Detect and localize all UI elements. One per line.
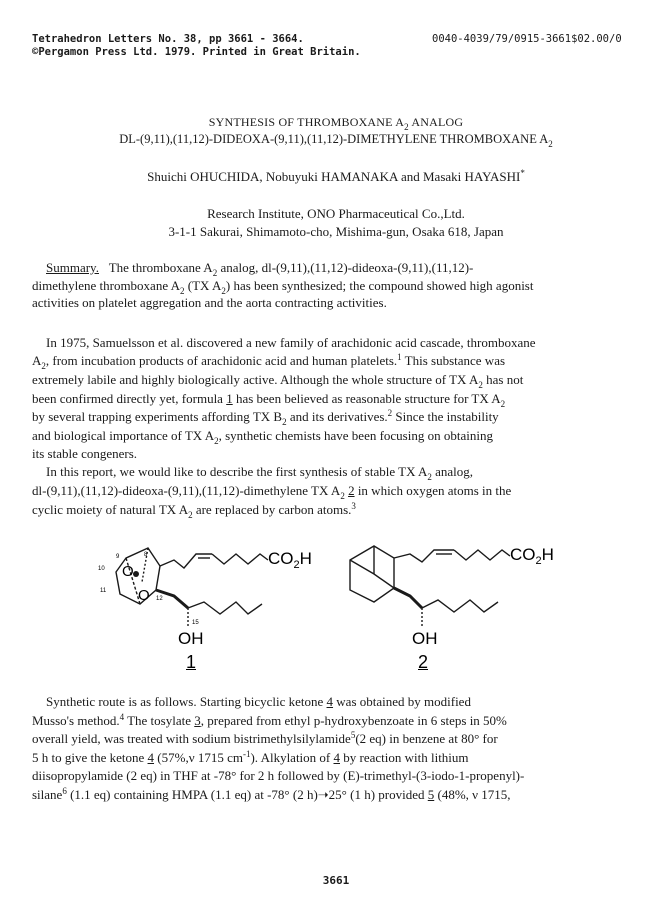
oxygen-atom: O <box>122 563 134 580</box>
copyright-line: ©Pergamon Press Ltd. 1979. Printed in Great Britain. <box>32 46 361 58</box>
title-line-1: SYNTHESIS OF THROMBOXANE $A_2$ ANALOG <box>208 115 464 132</box>
atom-number-11: 11 <box>100 588 107 594</box>
atom-number-8: 8 <box>144 552 148 558</box>
affiliation-line-2: 3-1-1 Sakurai, Shimamoto-cho, Mishima-gun, Osaka 618, Japan <box>168 224 504 239</box>
summary-line-1: Summary. The thromboxane $A_2$ analog, dl-(9,11),(11,12)-dideoxa-(9,11),(11,12)- <box>46 260 474 278</box>
intro-line-5: by several trapping experiments affording TX $B_2$ and its derivatives.$^2$ Since the instability <box>32 408 499 427</box>
structure-number-1: 1 <box>186 652 197 670</box>
structure-1 <box>96 530 316 670</box>
intro-line-7: its stable congeners. <box>32 446 138 461</box>
carboxylic-acid-label: $CO_2H$ <box>268 549 312 571</box>
compound-ref-4: 4 <box>326 694 334 709</box>
intro-line-10: cyclic moiety of natural TX $A_2$ are replaced by carbon atoms.$^3$ <box>32 501 356 520</box>
structure-number-2: 2 <box>418 652 429 670</box>
compound-ref-4: 4 <box>333 750 340 765</box>
formula-ref-1: 1 <box>226 391 233 406</box>
compound-ref-3: 3 <box>194 713 201 728</box>
hydroxyl-label: OH <box>412 629 438 648</box>
structure-2 <box>330 530 560 670</box>
formula-ref-2: 2 <box>348 483 355 498</box>
atom-number-15: 15 <box>192 620 199 626</box>
route-line-5: diisopropylamide (2 eq) in THF at -78° for 2 h followed by (E)-trimethyl-(3-iodo-1-propenyl)- <box>32 768 525 783</box>
intro-line-4: been confirmed directly yet, formula 1 has been believed as reasonable structure for TX $A_2$ <box>32 391 506 409</box>
intro-line-9: dl-(9,11),(11,12)-dideoxa-(9,11),(11,12)-dimethylene TX $A_2$ 2 in which oxygen atoms in the <box>32 483 512 501</box>
intro-line-3: extremely labile and highly biologically active. Although the whole structure of TX $A_2$ has not <box>32 372 524 390</box>
authors: Shuichi OHUCHIDA, Nobuyuki HAMANAKA and Masaki HAYASHI* <box>147 168 525 184</box>
summary-line-2: dimethylene thromboxane $A_2$ (TX $A_2$) has been synthesized; the compound showed high agonist <box>32 278 534 296</box>
atom-number-12: 12 <box>156 596 163 602</box>
atom-number-10: 10 <box>98 566 105 572</box>
carboxylic-acid-label: $CO_2H$ <box>510 545 554 567</box>
intro-line-1: In 1975, Samuelsson et al. discovered a new family of arachidonic acid cascade, thromboxane <box>46 335 536 350</box>
route-line-2: Musso's method.$^4$ The tosylate 3, prepared from ethyl p-hydroxybenzoate in 6 steps in 50% <box>32 712 507 728</box>
intro-line-8: In this report, we would like to describe the first synthesis of stable TX $A_2$ analog, <box>46 464 474 482</box>
title-line-2: DL-(9,11),(11,12)-DIDEOXA-(9,11),(11,12)-DIMETHYLENE THROMBOXANE $A_2$ <box>119 132 553 149</box>
route-line-1: Synthetic route is as follows. Starting bicyclic ketone 4 was obtained by modified <box>46 694 471 709</box>
compound-ref-5: 5 <box>427 787 435 802</box>
route-line-6: silane$^6$ (1.1 eq) containing HMPA (1.1 eq) at -78° (2 h)➝25° (1 h) provided 5 (48%, ν 1715, <box>32 786 511 802</box>
route-line-3: overall yield, was treated with sodium bistrimethylsilylamide$^5$(2 eq) in benzene at 80° for <box>32 730 498 746</box>
affiliation-line-1: Research Institute, ONO Pharmaceutical Co.,Ltd. <box>207 206 465 221</box>
compound-ref-4: 4 <box>147 750 155 765</box>
oxygen-atom: O <box>138 587 150 604</box>
summary-label: Summary. <box>46 260 99 275</box>
route-line-4: 5 h to give the ketone 4 (57%,ν 1715 $cm^{-1}$). Alkylation of 4 by reaction with lithium <box>32 749 469 765</box>
intro-line-6: and biological importance of TX $A_2$, synthetic chemists have been focusing on obtaining <box>32 428 493 446</box>
atom-number-9: 9 <box>116 554 120 560</box>
intro-line-2: $A_2$, from incubation products of arachidonic acid and human platelets.$^1$ This substance was <box>32 352 506 371</box>
hydroxyl-label: OH <box>178 629 204 648</box>
journal-citation: Tetrahedron Letters No. 38, pp 3661 - 3664. <box>32 33 304 45</box>
article-code: 0040-4039/79/0915-3661$02.00/0 <box>432 33 622 45</box>
summary-line-3: activities on platelet aggregation and the aorta contracting activities. <box>32 295 387 310</box>
page-number: 3661 <box>322 874 350 887</box>
